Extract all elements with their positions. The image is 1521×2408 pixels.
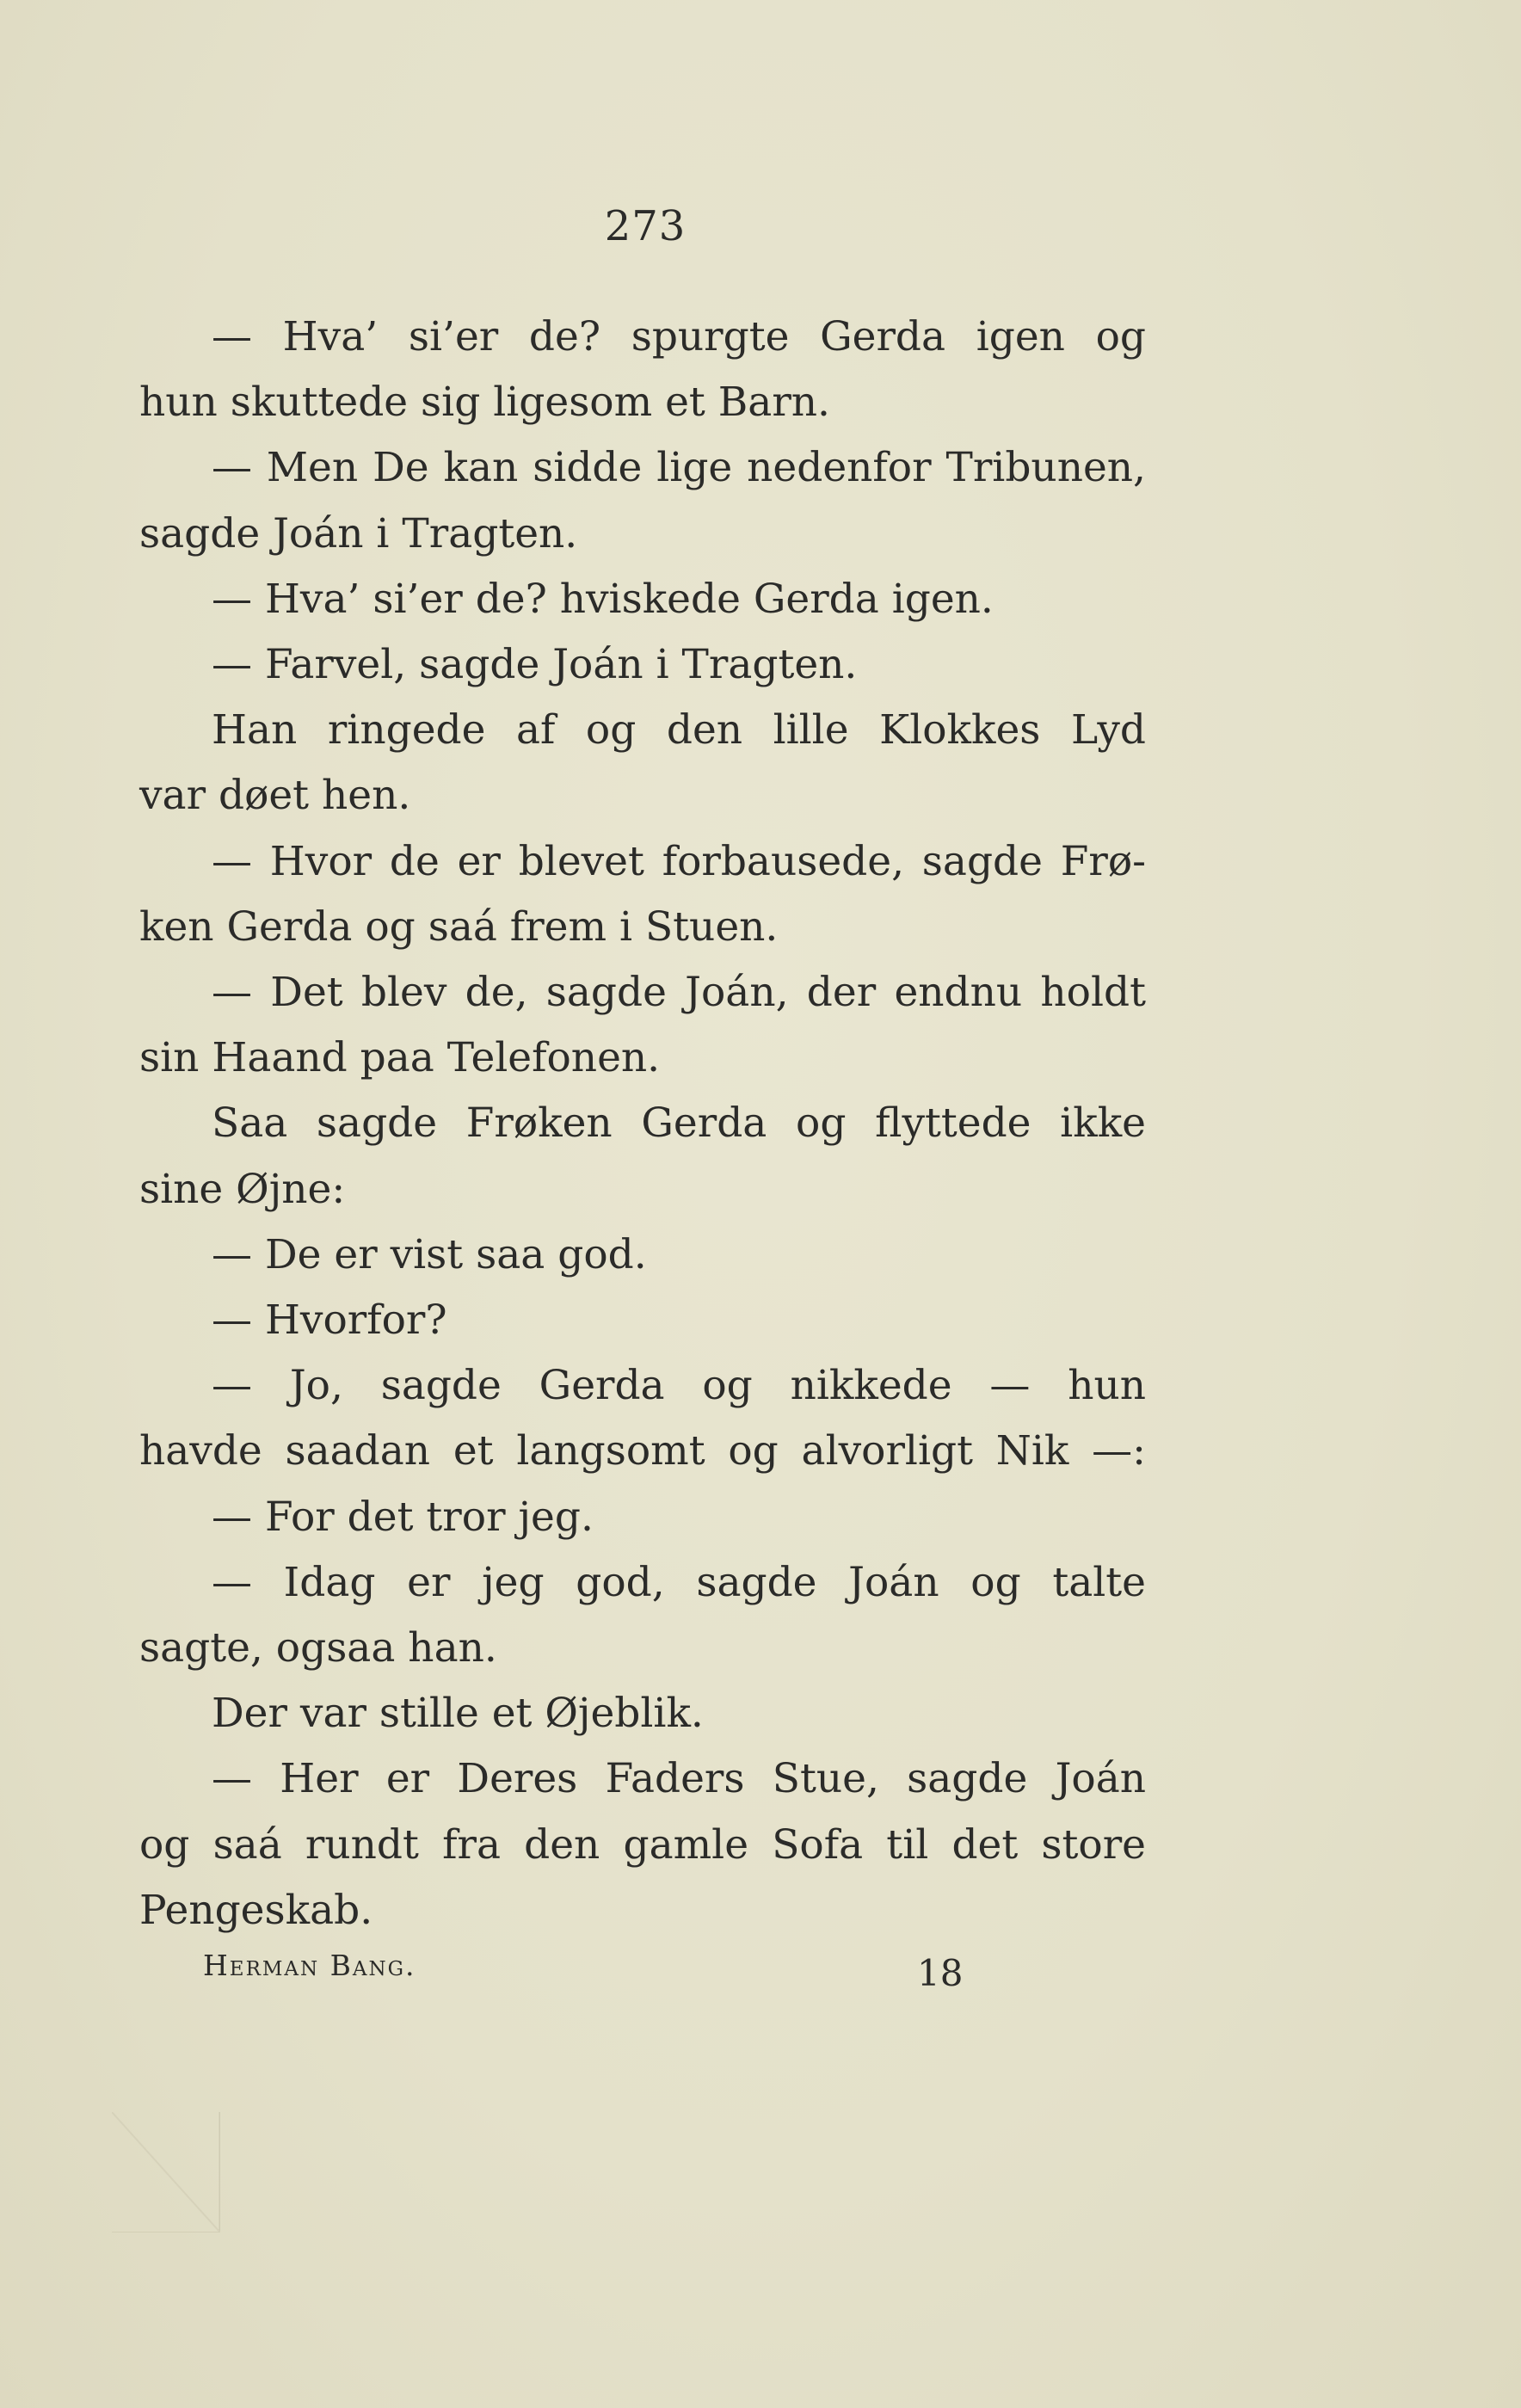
text-line: hun skuttede sig ligesom et Barn. [139,379,830,427]
text-line: sagde Joán i Tragten. [139,509,578,557]
page-number: 273 [604,202,687,250]
page-footer [203,1949,977,2000]
text-line: Der var stille et Øjeblik. [212,1690,704,1738]
text-line: ken Gerda og saá frem i Stuen. [139,902,779,951]
text-line: — Her er Deres Faders Stue, sagde Joán [212,1755,1146,1803]
text-line: — Det blev de, sagde Joán, der endnu holdt [212,969,1146,1017]
text-line: — De er vist saa god. [212,1230,647,1278]
text-line: var døet hen. [139,772,411,820]
text-line: — Hva’ si’er de? spurgte Gerda igen og [212,313,1146,360]
text-line: Saa sagde Frøken Gerda og flyttede ikke [212,1099,1146,1148]
text-line: — For det tror jeg. [212,1493,594,1541]
text-line: — Idag er jeg god, sagde Joán og talte [212,1558,1146,1606]
body-text [139,305,1146,1943]
text-line: sagte, ogsaa han. [139,1624,497,1672]
text-line: — Hvor de er blevet forbausede, sagde Frø- [212,837,1146,885]
text-line: sin Haand paa Telefonen. [139,1034,661,1082]
text-line: Han ringede af og den lille Klokkes Lyd [212,706,1146,754]
text-line: og saá rundt fra den gamle Sofa til det store [139,1820,1146,1869]
text-line: Pengeskab. [139,1886,373,1934]
text-line: — Men De kan sidde lige nedenfor Tribunen, [212,444,1146,492]
text-line: havde saadan et langsomt og alvorligt Nik —: [139,1427,1146,1475]
text-line: — Hvorfor? [212,1296,447,1345]
signature-mark: Herman Bang. [203,1949,416,1982]
page-corner-fold-mark [112,2112,220,2232]
text-line: — Hva’ si’er de? hviskede Gerda igen. [212,575,994,623]
text-line: — Jo, sagde Gerda og nikkede — hun [212,1362,1146,1410]
text-line: sine Øjne: [139,1165,346,1213]
sheet-number: 18 [917,1952,964,1994]
text-line: — Farvel, sagde Joán i Tragten. [212,641,858,689]
